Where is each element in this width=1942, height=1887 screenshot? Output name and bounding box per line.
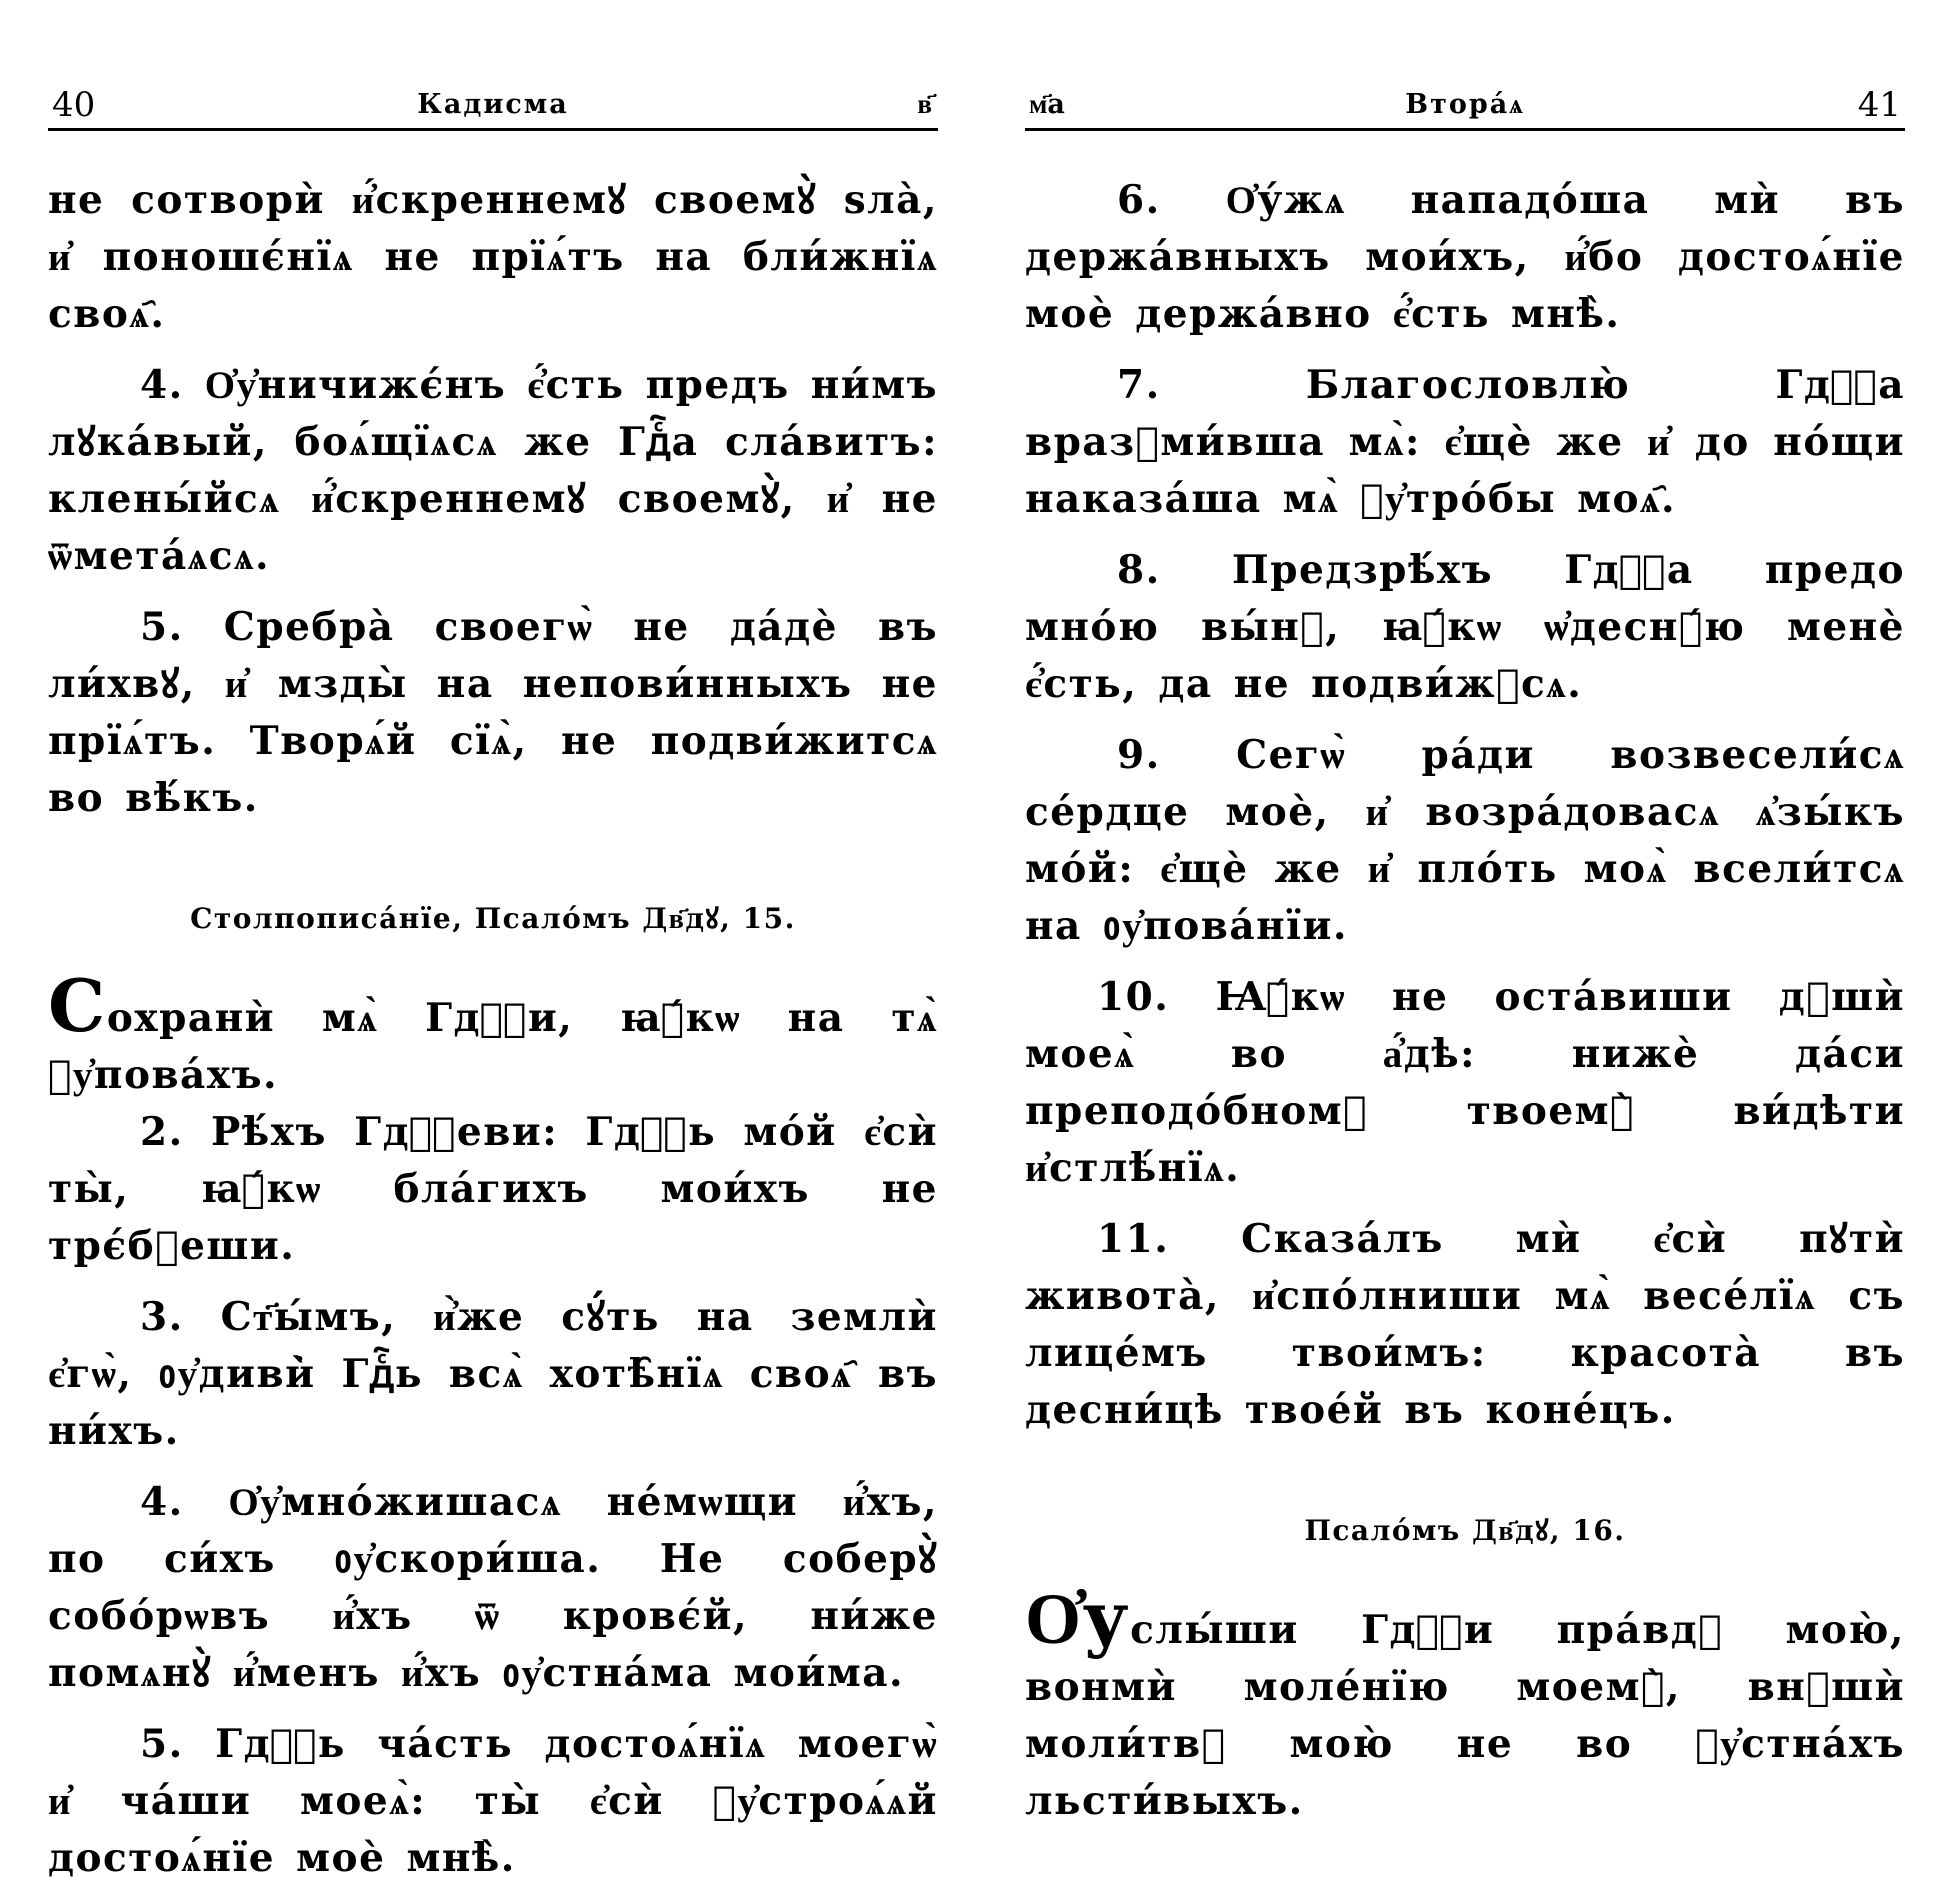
running-title: Втора́ѧ bbox=[1405, 89, 1525, 120]
church-slavonic-page-number: в҃ bbox=[917, 89, 932, 120]
psalm-heading: Псало́мъ Дв҃дꙋ, 16. bbox=[1304, 1514, 1626, 1547]
verse-text: не сотворѝ и҆́скреннемꙋ своемꙋ̀ ѕла̀, и҆ поношє́нїѧ не прїѧ́тъ на бли́жнїѧ своѧ҄. bbox=[48, 177, 938, 337]
verse-text: 6. О҆у́жѧ нападо́ша мѝ въ держа́вныхъ мои́хъ, и҆́бо достоѧ́нїе моѐ держа́вно є҆́сть мнѣ̀. bbox=[1025, 177, 1905, 337]
page-number: 41 bbox=[1857, 85, 1901, 125]
verse-text: слы́ши Гдⷭ҇и пра́вдꙋ мою̀, вонмѝ моле́нїю моемꙋ̀, внꙋшѝ моли́твꙋ мою̀ не во ᲂу҆стна́хъ льсти́выхъ. bbox=[1025, 1607, 1905, 1824]
right-page bbox=[1025, 0, 1905, 1824]
verse-text: 2. Рѣ́хъ Гдⷭ҇еви: Гдⷭ҇ь мо́й є҆сѝ ты̀, ꙗ҆́кѡ бла́гихъ мои́хъ не трє́бꙋеши. bbox=[48, 1109, 938, 1269]
running-title: Кадисма bbox=[417, 89, 569, 120]
left-page-header bbox=[48, 85, 938, 125]
church-slavonic-page-number: м҃а bbox=[1029, 89, 1065, 120]
psalm-heading: Столпописа́нїе, Псало́мъ Дв҃дꙋ, 15. bbox=[190, 902, 796, 935]
left-page bbox=[48, 0, 938, 1881]
drop-cap: С bbox=[48, 963, 107, 1048]
header-rule bbox=[1025, 128, 1905, 131]
verse-text: 5. Гдⷭ҇ь ча́сть достоѧ́нїѧ моегѡ̀ и҆ ча́ши моеѧ̀: ты̀ є҆сѝ ᲂу҆строѧ́ѧй достоѧ́нїе моѐ мнѣ̀. bbox=[48, 1721, 938, 1881]
verse-text: 9. Сегѡ̀ ра́ди возвесели́сѧ се́рдце моѐ, и҆ возра́довасѧ ѧ҆зы́къ мо́й: є҆щѐ же и҆ пло́ть моѧ̀ всели́тсѧ на ᲂу҆пова́нїи. bbox=[1025, 732, 1905, 949]
right-page-header bbox=[1025, 85, 1905, 125]
header-rule bbox=[48, 128, 938, 131]
verse-text: 11. Сказа́лъ мѝ є҆сѝ пꙋтѝ живота̀, и҆спо́лниши мѧ̀ весе́лїѧ съ лице́мъ твои́мъ: красота̀ въ десни́цѣ твое́й въ коне́цъ. bbox=[1025, 1216, 1905, 1433]
verse-text: 5. Сребра̀ своегѡ̀ не да́дѐ въ ли́хвꙋ, и҆ мзды̀ на непови́нныхъ не прїѧ́тъ. Творѧ́й сїѧ̀, не подви́житсѧ во вѣ́къ. bbox=[48, 604, 938, 821]
verse-text: 10. Ꙗ҆́кѡ не оста́виши дꙋшѝ моеѧ̀ во а҆́дѣ: нижѐ да́си преподо́бномꙋ твоемꙋ̀ ви́дѣти и҆стлѣ́нїѧ. bbox=[1025, 974, 1905, 1191]
drop-cap: О҆у bbox=[1025, 1575, 1131, 1660]
verse-text: 4. О҆у҆ничижє́нъ є҆́сть предъ ни́мъ лꙋка́вый, боѧ́щїѧсѧ же Гдⷭ҇а сла́витъ: клены́йсѧ и҆́скреннемꙋ своемꙋ̀, и҆ не ѿмета́ѧсѧ. bbox=[48, 362, 938, 579]
verse-text: 8. Предзрѣ́хъ Гдⷭ҇а предо мно́ю вы́нꙋ, ꙗ҆́кѡ ѡ҆деснꙋ́ю менѐ є҆́сть, да не подви́жꙋсѧ. bbox=[1025, 547, 1905, 707]
left-page-body bbox=[48, 172, 938, 1887]
psalm-first-verse bbox=[48, 963, 938, 1104]
psalm-first-verse bbox=[1025, 1575, 1905, 1830]
verse-text: 4. О҆у҆мно́жишасѧ не́мѡщи и҆́хъ, по си́хъ ᲂу҆скори́ша. Не соберꙋ̀ собо́рѡвъ и҆́хъ ѿ кровє́й, ни́же помѧнꙋ̀ и҆́менъ и҆́хъ ᲂу҆стна́ма мои́ма. bbox=[48, 1479, 938, 1696]
page-number: 40 bbox=[52, 85, 96, 125]
right-page-body bbox=[1025, 172, 1905, 1830]
verse-text: 7. Благословлю̀ Гдⷭ҇а вразꙋми́вша мѧ̀: є҆щѐ же и҆ до но́щи наказа́ша мѧ̀ ᲂу҆тро́бы моѧ҄. bbox=[1025, 362, 1905, 522]
verse-text: охранѝ мѧ̀ Гдⷭ҇и, ꙗ҆́кѡ на тѧ̀ ᲂу҆пова́хъ. bbox=[48, 995, 938, 1098]
verse-text: 3. Ст҃ы́мъ, и҆̀же сꙋ́ть на землѝ є҆гѡ̀, ᲂу҆диви̇̀ Гдⷭ҇ь всѧ̀ хотѣ̑нїѧ своѧ҄ въ ни́хъ. bbox=[48, 1294, 938, 1454]
